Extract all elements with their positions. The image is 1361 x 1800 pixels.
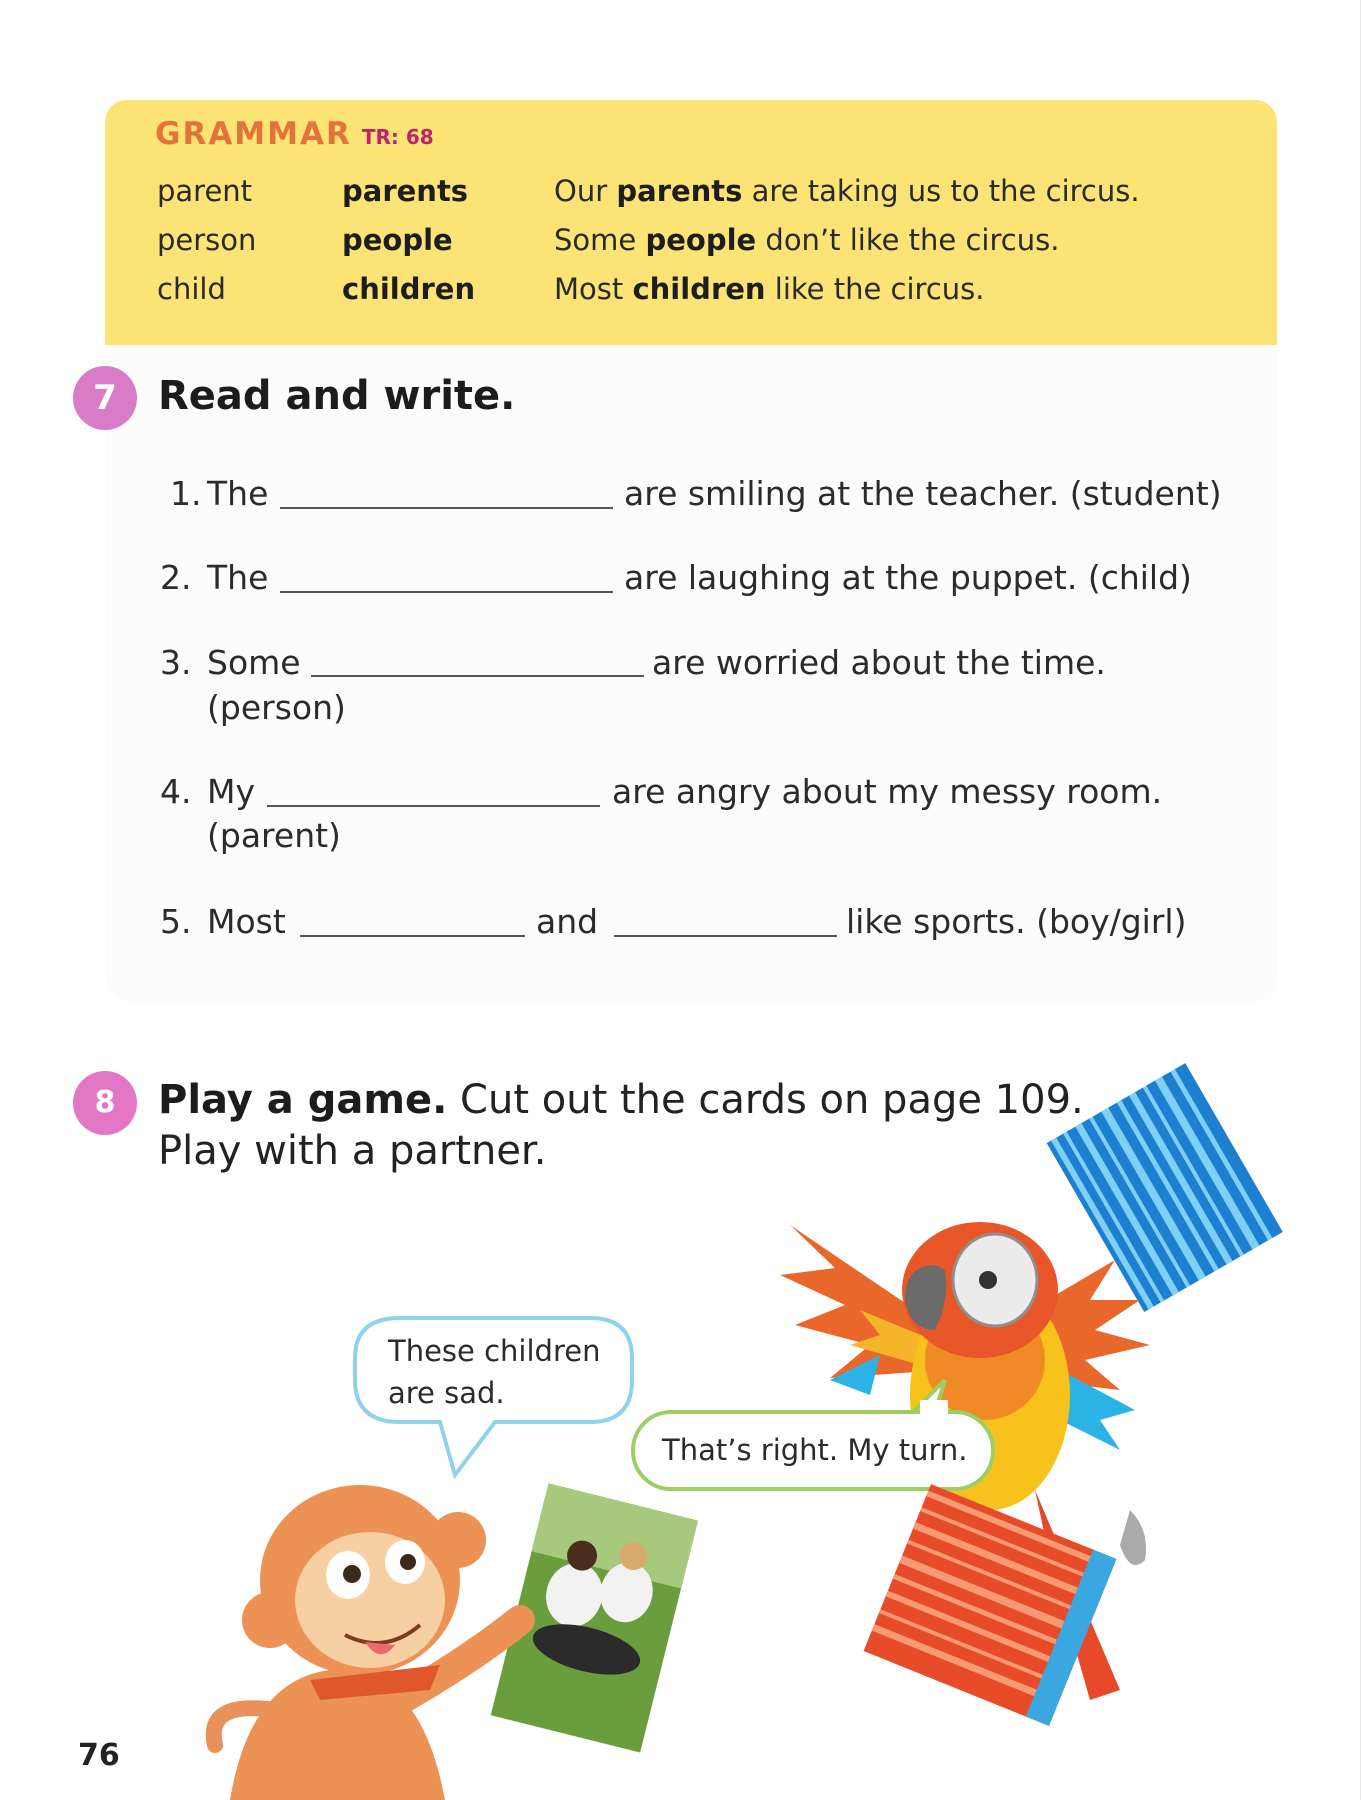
example-sentence: Most children like the circus. — [554, 272, 985, 306]
example-sentence: Some people don’t like the circus. — [554, 223, 1060, 257]
monkey-character-icon — [214, 1485, 520, 1800]
item-text: are angry about my messy room. — [612, 772, 1163, 811]
item-number: 3. — [160, 643, 192, 682]
item-text: are worried about the time. — [652, 643, 1106, 682]
example-sentence: Our parents are taking us to the circus. — [554, 174, 1140, 208]
monkey-speech-text: are sad. — [388, 1376, 505, 1410]
plural-word: people — [342, 223, 453, 257]
red-striped-card — [864, 1484, 1117, 1726]
item-text: My — [207, 772, 256, 811]
item-text: Some — [207, 643, 301, 682]
item-text: are laughing at the puppet. (child) — [624, 558, 1192, 597]
singular-word: child — [157, 272, 226, 306]
plural-word: children — [342, 272, 476, 306]
exercise-title-line2: Play with a partner. — [158, 1128, 547, 1174]
parrot-speech-text: That’s right. My turn. — [662, 1433, 968, 1467]
item-text: like sports. (boy/girl) — [846, 902, 1187, 941]
plural-word: parents — [342, 174, 469, 208]
item-number: 2. — [160, 558, 192, 597]
singular-word: parent — [157, 174, 253, 208]
exercise-title: Read and write. — [158, 373, 516, 419]
grammar-heading: GRAMMAR — [155, 116, 352, 152]
item-text: and — [536, 902, 599, 941]
item-number: 5. — [160, 902, 192, 941]
exercise-title: Play a game. Cut out the cards on page 109. — [158, 1077, 1084, 1123]
item-text: Most — [207, 902, 286, 941]
track-label: TR: 68 — [361, 125, 434, 149]
item-text: The — [207, 474, 269, 513]
blue-striped-card — [1047, 1063, 1283, 1312]
item-text: The — [207, 558, 269, 597]
page-number: 76 — [78, 1738, 120, 1773]
monkey-speech-text: These children — [388, 1334, 601, 1368]
exercise-number-badge: 8 — [73, 1071, 137, 1135]
exercise-number-badge: 7 — [73, 366, 137, 430]
singular-word: person — [157, 223, 257, 257]
item-text: (person) — [207, 688, 346, 727]
item-text: (parent) — [207, 816, 341, 855]
item-number: 4. — [160, 772, 192, 811]
item-text: are smiling at the teacher. (student) — [624, 474, 1222, 513]
item-number: 1. — [170, 474, 202, 513]
